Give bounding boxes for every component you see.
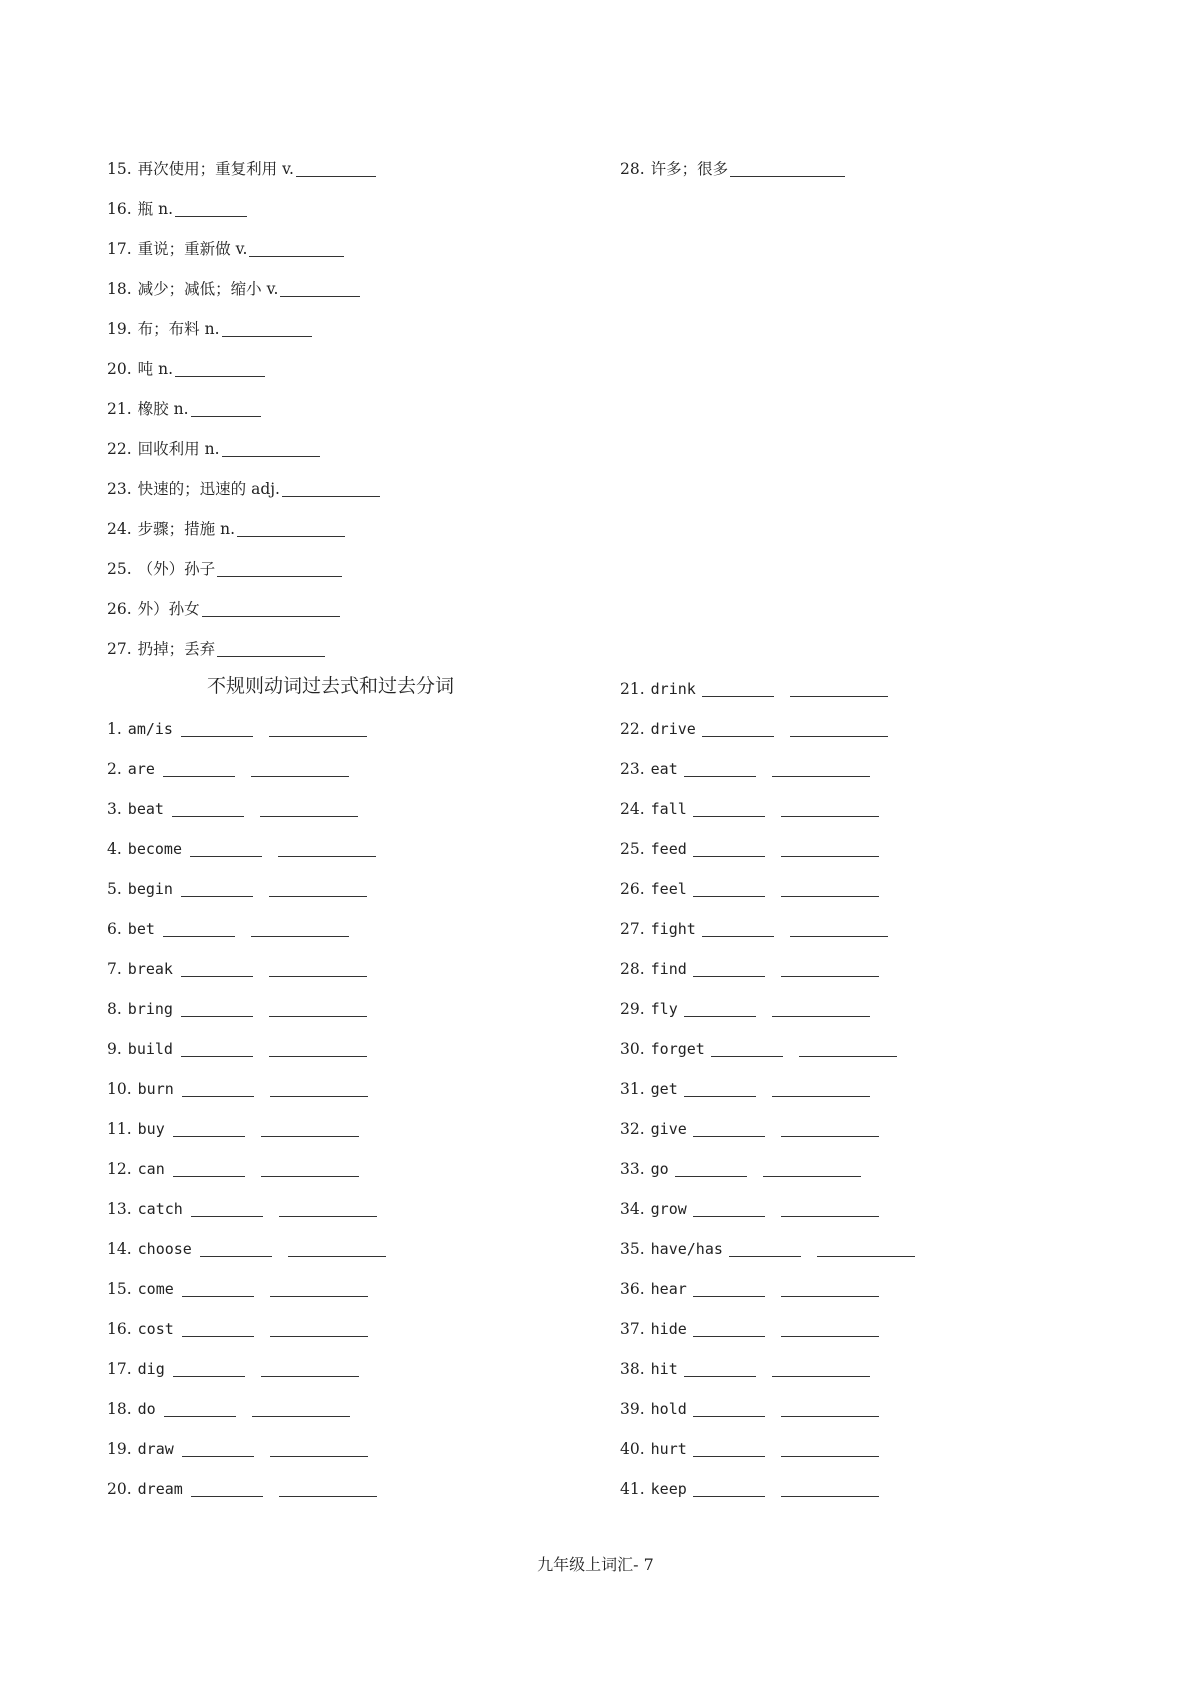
item-number: 39. <box>620 1400 645 1418</box>
verb-word: build <box>127 1040 173 1058</box>
verb-item <box>107 1038 367 1060</box>
verb-word: choose <box>137 1240 192 1258</box>
answer-blank[interactable] <box>251 760 349 777</box>
answer-blank[interactable] <box>270 1280 368 1297</box>
item-prompt: 减少；减低；缩小 v. <box>137 280 279 298</box>
answer-blank[interactable] <box>181 960 253 977</box>
answer-blank[interactable] <box>693 880 765 897</box>
verb-word: come <box>137 1280 174 1298</box>
item-prompt: 外）孙女 <box>137 600 200 618</box>
item-number: 24. <box>620 800 645 818</box>
answer-blank[interactable] <box>693 800 765 817</box>
vocab-item <box>107 158 376 180</box>
verb-word: find <box>650 960 687 978</box>
item-number: 24. <box>107 520 132 538</box>
verb-item <box>107 958 367 980</box>
item-number: 23. <box>620 760 645 778</box>
answer-blank[interactable] <box>270 1320 368 1337</box>
item-number: 27. <box>620 920 645 938</box>
verb-item <box>107 798 358 820</box>
verb-word: give <box>650 1120 687 1138</box>
answer-blank[interactable] <box>772 1000 870 1017</box>
item-number: 30. <box>620 1040 645 1058</box>
verb-item <box>620 918 888 940</box>
verb-item <box>620 1158 861 1180</box>
verb-word: can <box>137 1160 165 1178</box>
vocab-item <box>107 278 360 300</box>
verb-item <box>107 998 367 1020</box>
answer-blank[interactable] <box>269 720 367 737</box>
verb-item <box>620 1078 870 1100</box>
answer-blank[interactable] <box>269 1000 367 1017</box>
answer-blank[interactable] <box>217 640 325 657</box>
verb-word: become <box>127 840 182 858</box>
vocab-item <box>107 478 380 500</box>
verb-item <box>107 1198 377 1220</box>
answer-blank[interactable] <box>781 1200 879 1217</box>
verb-word: hit <box>650 1360 678 1378</box>
item-prompt: 再次使用；重复利用 v. <box>137 160 294 178</box>
answer-blank[interactable] <box>164 1400 236 1417</box>
verb-word: begin <box>127 880 173 898</box>
item-number: 9. <box>107 1040 122 1058</box>
item-number: 1. <box>107 720 122 738</box>
answer-blank[interactable] <box>790 920 888 937</box>
item-prompt: 橡胶 n. <box>137 400 189 418</box>
answer-blank[interactable] <box>173 1360 245 1377</box>
answer-blank[interactable] <box>693 1400 765 1417</box>
item-number: 11. <box>107 1120 132 1138</box>
verb-item <box>620 758 870 780</box>
vocab-item <box>107 638 325 660</box>
answer-blank[interactable] <box>781 1280 879 1297</box>
item-number: 20. <box>107 1480 132 1498</box>
verb-word: drink <box>650 680 696 698</box>
answer-blank[interactable] <box>190 840 262 857</box>
answer-blank[interactable] <box>781 1320 879 1337</box>
answer-blank[interactable] <box>288 1240 386 1257</box>
item-number: 19. <box>107 320 132 338</box>
answer-blank[interactable] <box>781 1120 879 1137</box>
vocab-item <box>107 598 340 620</box>
vocab-item <box>107 518 345 540</box>
answer-blank[interactable] <box>270 1440 368 1457</box>
answer-blank[interactable] <box>261 1360 359 1377</box>
item-number: 34. <box>620 1200 645 1218</box>
verb-word: dig <box>137 1360 165 1378</box>
verb-word: get <box>650 1080 678 1098</box>
answer-blank[interactable] <box>684 1080 756 1097</box>
item-number: 35. <box>620 1240 645 1258</box>
item-prompt: 步骤；措施 n. <box>137 520 235 538</box>
verb-item <box>620 1118 879 1140</box>
item-number: 8. <box>107 1000 122 1018</box>
item-number: 16. <box>107 1320 132 1338</box>
item-number: 21. <box>620 680 645 698</box>
answer-blank[interactable] <box>693 840 765 857</box>
verb-item <box>107 1278 368 1300</box>
answer-blank[interactable] <box>182 1440 254 1457</box>
item-number: 10. <box>107 1080 132 1098</box>
item-number: 25. <box>620 840 645 858</box>
verb-word: beat <box>127 800 164 818</box>
vocab-item <box>107 198 247 220</box>
answer-blank[interactable] <box>278 840 376 857</box>
item-number: 26. <box>620 880 645 898</box>
verb-item <box>107 838 376 860</box>
vocab-item <box>107 238 344 260</box>
answer-blank[interactable] <box>693 1440 765 1457</box>
verb-item <box>107 718 367 740</box>
answer-blank[interactable] <box>279 1480 377 1497</box>
answer-blank[interactable] <box>269 880 367 897</box>
verb-word: eat <box>650 760 678 778</box>
answer-blank[interactable] <box>282 480 380 497</box>
answer-blank[interactable] <box>251 920 349 937</box>
answer-blank[interactable] <box>781 1440 879 1457</box>
item-number: 32. <box>620 1120 645 1138</box>
answer-blank[interactable] <box>280 280 360 297</box>
answer-blank[interactable] <box>711 1040 783 1057</box>
item-prompt: 扔掉；丢弃 <box>137 640 216 658</box>
verb-word: am/is <box>127 720 173 738</box>
answer-blank[interactable] <box>269 960 367 977</box>
answer-blank[interactable] <box>181 880 253 897</box>
answer-blank[interactable] <box>237 520 345 537</box>
verb-item <box>107 1318 368 1340</box>
item-number: 3. <box>107 800 122 818</box>
answer-blank[interactable] <box>222 320 312 337</box>
answer-blank[interactable] <box>781 1400 879 1417</box>
answer-blank[interactable] <box>790 680 888 697</box>
verb-word: forget <box>650 1040 705 1058</box>
item-number: 17. <box>107 240 132 258</box>
answer-blank[interactable] <box>693 1120 765 1137</box>
verb-item <box>107 1118 359 1140</box>
answer-blank[interactable] <box>191 400 261 417</box>
answer-blank[interactable] <box>269 1040 367 1057</box>
verb-word: are <box>127 760 155 778</box>
verb-item <box>107 1478 377 1500</box>
verb-word: cost <box>137 1320 174 1338</box>
item-number: 16. <box>107 200 132 218</box>
verb-item <box>620 1318 879 1340</box>
item-number: 29. <box>620 1000 645 1018</box>
item-number: 13. <box>107 1200 132 1218</box>
item-number: 36. <box>620 1280 645 1298</box>
answer-blank[interactable] <box>261 1120 359 1137</box>
item-number: 27. <box>107 640 132 658</box>
item-number: 6. <box>107 920 122 938</box>
answer-blank[interactable] <box>684 760 756 777</box>
answer-blank[interactable] <box>817 1240 915 1257</box>
answer-blank[interactable] <box>772 1360 870 1377</box>
answer-blank[interactable] <box>200 1240 272 1257</box>
answer-blank[interactable] <box>181 720 253 737</box>
answer-blank[interactable] <box>181 1040 253 1057</box>
answer-blank[interactable] <box>260 800 358 817</box>
verb-word: drive <box>650 720 696 738</box>
answer-blank[interactable] <box>684 1000 756 1017</box>
verb-word: do <box>137 1400 156 1418</box>
item-number: 19. <box>107 1440 132 1458</box>
item-prompt: 重说；重新做 v. <box>137 240 248 258</box>
verb-word: have/has <box>650 1240 723 1258</box>
item-prompt: 许多；很多 <box>650 160 729 178</box>
verb-item <box>620 718 888 740</box>
item-number: 5. <box>107 880 122 898</box>
answer-blank[interactable] <box>729 1240 801 1257</box>
item-number: 7. <box>107 960 122 978</box>
answer-blank[interactable] <box>217 560 342 577</box>
answer-blank[interactable] <box>202 600 340 617</box>
answer-blank[interactable] <box>781 880 879 897</box>
verb-word: fight <box>650 920 696 938</box>
verb-item <box>107 918 349 940</box>
verb-item <box>620 1398 879 1420</box>
verb-word: fall <box>650 800 687 818</box>
answer-blank[interactable] <box>781 800 879 817</box>
item-number: 21. <box>107 400 132 418</box>
answer-blank[interactable] <box>296 160 376 177</box>
item-number: 18. <box>107 280 132 298</box>
verb-word: hold <box>650 1400 687 1418</box>
item-number: 22. <box>107 440 132 458</box>
item-number: 2. <box>107 760 122 778</box>
item-number: 17. <box>107 1360 132 1378</box>
item-number: 25. <box>107 560 132 578</box>
verb-word: feel <box>650 880 687 898</box>
item-number: 37. <box>620 1320 645 1338</box>
verb-item <box>107 758 349 780</box>
verb-word: hear <box>650 1280 687 1298</box>
verb-item <box>107 1078 368 1100</box>
answer-blank[interactable] <box>693 1320 765 1337</box>
verb-item <box>107 1358 359 1380</box>
item-prompt: 回收利用 n. <box>137 440 220 458</box>
answer-blank[interactable] <box>684 1360 756 1377</box>
verb-word: catch <box>137 1200 183 1218</box>
answer-blank[interactable] <box>173 1120 245 1137</box>
vocab-item <box>107 398 261 420</box>
item-number: 33. <box>620 1160 645 1178</box>
item-number: 40. <box>620 1440 645 1458</box>
verb-word: keep <box>650 1480 687 1498</box>
answer-blank[interactable] <box>772 1080 870 1097</box>
answer-blank[interactable] <box>279 1200 377 1217</box>
verb-item <box>107 1438 368 1460</box>
answer-blank[interactable] <box>693 1200 765 1217</box>
verb-item <box>107 1398 350 1420</box>
verb-item <box>107 878 367 900</box>
answer-blank[interactable] <box>693 1480 765 1497</box>
vocab-item <box>620 158 845 180</box>
verb-word: hurt <box>650 1440 687 1458</box>
answer-blank[interactable] <box>799 1040 897 1057</box>
verb-word: grow <box>650 1200 687 1218</box>
answer-blank[interactable] <box>182 1280 254 1297</box>
answer-blank[interactable] <box>249 240 344 257</box>
item-number: 23. <box>107 480 132 498</box>
vocab-item <box>107 558 342 580</box>
vocab-item <box>107 438 320 460</box>
answer-blank[interactable] <box>261 1160 359 1177</box>
answer-blank[interactable] <box>191 1480 263 1497</box>
answer-blank[interactable] <box>790 720 888 737</box>
item-number: 26. <box>107 600 132 618</box>
section-title: 不规则动词过去式和过去分词 <box>207 675 455 697</box>
verb-item <box>620 798 879 820</box>
answer-blank[interactable] <box>175 200 247 217</box>
answer-blank[interactable] <box>772 760 870 777</box>
verb-item <box>620 958 879 980</box>
item-number: 15. <box>107 160 132 178</box>
verb-item <box>620 1478 879 1500</box>
item-number: 28. <box>620 960 645 978</box>
answer-blank[interactable] <box>693 960 765 977</box>
answer-blank[interactable] <box>181 1000 253 1017</box>
vocab-item <box>107 358 265 380</box>
item-number: 4. <box>107 840 122 858</box>
verb-item <box>620 1238 915 1260</box>
item-number: 12. <box>107 1160 132 1178</box>
verb-item <box>620 1198 879 1220</box>
answer-blank[interactable] <box>702 680 774 697</box>
answer-blank[interactable] <box>270 1080 368 1097</box>
item-prompt: 布；布料 n. <box>137 320 220 338</box>
item-prompt: 快速的；迅速的 adj. <box>137 480 280 498</box>
verb-item <box>620 1038 897 1060</box>
item-prompt: （外）孙子 <box>137 560 216 578</box>
answer-blank[interactable] <box>163 760 235 777</box>
item-number: 41. <box>620 1480 645 1498</box>
answer-blank[interactable] <box>182 1320 254 1337</box>
item-number: 14. <box>107 1240 132 1258</box>
answer-blank[interactable] <box>163 920 235 937</box>
answer-blank[interactable] <box>175 360 265 377</box>
verb-item <box>107 1238 386 1260</box>
verb-item <box>620 1278 879 1300</box>
verb-word: buy <box>137 1120 165 1138</box>
answer-blank[interactable] <box>222 440 320 457</box>
verb-word: burn <box>137 1080 174 1098</box>
verb-word: bet <box>127 920 155 938</box>
answer-blank[interactable] <box>702 920 774 937</box>
answer-blank[interactable] <box>730 160 845 177</box>
verb-word: draw <box>137 1440 174 1458</box>
answer-blank[interactable] <box>693 1280 765 1297</box>
verb-item <box>620 678 888 700</box>
verb-item <box>620 878 879 900</box>
item-number: 28. <box>620 160 645 178</box>
item-number: 38. <box>620 1360 645 1378</box>
item-number: 22. <box>620 720 645 738</box>
verb-word: fly <box>650 1000 678 1018</box>
item-prompt: 瓶 n. <box>137 200 173 218</box>
answer-blank[interactable] <box>675 1160 747 1177</box>
answer-blank[interactable] <box>173 1160 245 1177</box>
item-number: 15. <box>107 1280 132 1298</box>
answer-blank[interactable] <box>781 1480 879 1497</box>
answer-blank[interactable] <box>252 1400 350 1417</box>
answer-blank[interactable] <box>781 960 879 977</box>
verb-item <box>620 1438 879 1460</box>
verb-word: hide <box>650 1320 687 1338</box>
item-number: 18. <box>107 1400 132 1418</box>
vocab-item <box>107 318 312 340</box>
answer-blank[interactable] <box>182 1080 254 1097</box>
verb-word: go <box>650 1160 669 1178</box>
verb-word: dream <box>137 1480 183 1498</box>
answer-blank[interactable] <box>191 1200 263 1217</box>
answer-blank[interactable] <box>172 800 244 817</box>
item-prompt: 吨 n. <box>137 360 173 378</box>
verb-word: break <box>127 960 173 978</box>
verb-item <box>107 1158 359 1180</box>
verb-word: feed <box>650 840 687 858</box>
verb-item <box>620 1358 870 1380</box>
verb-item <box>620 998 870 1020</box>
verb-word: bring <box>127 1000 173 1018</box>
answer-blank[interactable] <box>781 840 879 857</box>
verb-item <box>620 838 879 860</box>
page-footer: 九年级上词汇- 7 <box>537 1555 654 1574</box>
item-number: 20. <box>107 360 132 378</box>
answer-blank[interactable] <box>763 1160 861 1177</box>
answer-blank[interactable] <box>702 720 774 737</box>
item-number: 31. <box>620 1080 645 1098</box>
